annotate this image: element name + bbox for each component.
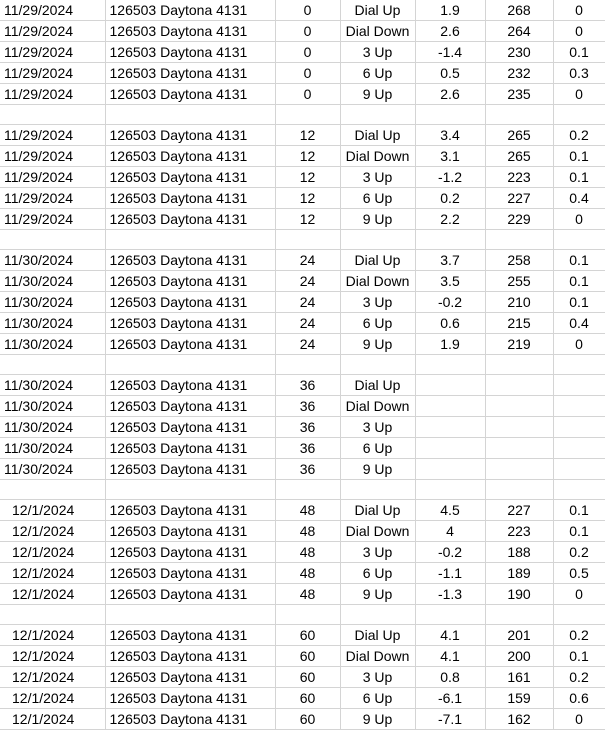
cell-beat-error[interactable]: 0 [553,334,605,355]
cell-date[interactable]: 12/1/2024 [0,625,105,646]
cell-amplitude[interactable]: 215 [485,313,553,334]
cell-position[interactable]: Dial Down [340,396,415,417]
cell-beat-error[interactable] [553,105,605,125]
cell-beat-error[interactable] [553,355,605,375]
cell-model[interactable]: 126503 Daytona 4131 [105,334,275,355]
cell-rate[interactable]: -6.1 [415,688,485,709]
cell-date[interactable]: 12/1/2024 [0,667,105,688]
cell-beat-error[interactable]: 0 [553,0,605,21]
table-row [0,459,605,480]
cell-rate[interactable]: -1.4 [415,42,485,63]
cell-amplitude[interactable]: 265 [485,125,553,146]
cell-position[interactable]: 9 Up [340,459,415,480]
cell-beat-error[interactable]: 0.1 [553,292,605,313]
table-row [0,63,605,84]
table-row [0,42,605,63]
cell-position[interactable]: 9 Up [340,709,415,730]
cell-hours[interactable]: 48 [275,500,340,521]
cell-hours[interactable] [275,480,340,500]
table-row [0,84,605,105]
table-row [0,250,605,271]
cell-beat-error[interactable]: 0.3 [553,63,605,84]
table-row [0,521,605,542]
cell-amplitude[interactable]: 200 [485,646,553,667]
cell-model[interactable]: 126503 Daytona 4131 [105,63,275,84]
cell-model[interactable]: 126503 Daytona 4131 [105,42,275,63]
cell-beat-error[interactable] [553,605,605,625]
cell-position[interactable]: 6 Up [340,438,415,459]
cell-rate[interactable]: -1.3 [415,584,485,605]
cell-date[interactable] [0,105,105,125]
table-row [0,646,605,667]
cell-hours[interactable]: 12 [275,167,340,188]
cell-beat-error[interactable]: 0.1 [553,146,605,167]
cell-rate[interactable]: -0.2 [415,292,485,313]
cell-rate[interactable]: 4.5 [415,500,485,521]
cell-amplitude[interactable] [485,375,553,396]
cell-beat-error[interactable]: 0.1 [553,250,605,271]
cell-beat-error[interactable]: 0.5 [553,563,605,584]
cell-rate[interactable]: 3.7 [415,250,485,271]
cell-amplitude[interactable]: 219 [485,334,553,355]
table-row [0,500,605,521]
cell-position[interactable]: 9 Up [340,84,415,105]
cell-position[interactable]: Dial Up [340,500,415,521]
cell-beat-error[interactable] [553,417,605,438]
cell-beat-error[interactable]: 0.4 [553,188,605,209]
cell-hours[interactable]: 60 [275,625,340,646]
cell-hours[interactable]: 36 [275,375,340,396]
cell-model[interactable] [105,355,275,375]
table-row [0,188,605,209]
table-row [0,688,605,709]
cell-rate[interactable] [415,105,485,125]
cell-position[interactable]: Dial Up [340,0,415,21]
cell-beat-error[interactable]: 0.2 [553,125,605,146]
cell-beat-error[interactable]: 0.1 [553,271,605,292]
table-row [0,396,605,417]
cell-hours[interactable]: 0 [275,84,340,105]
cell-hours[interactable]: 0 [275,21,340,42]
table-row [0,417,605,438]
table-row [0,563,605,584]
cell-rate[interactable] [415,480,485,500]
cell-model[interactable]: 126503 Daytona 4131 [105,146,275,167]
cell-model[interactable]: 126503 Daytona 4131 [105,438,275,459]
cell-beat-error[interactable]: 0 [553,709,605,730]
cell-model[interactable]: 126503 Daytona 4131 [105,0,275,21]
spacer-row [0,105,605,125]
cell-amplitude[interactable]: 201 [485,625,553,646]
cell-amplitude[interactable]: 258 [485,250,553,271]
spacer-row [0,230,605,250]
cell-beat-error[interactable]: 0.4 [553,313,605,334]
spacer-row [0,480,605,500]
cell-rate[interactable]: 3.5 [415,271,485,292]
cell-rate[interactable]: 3.4 [415,125,485,146]
cell-hours[interactable]: 48 [275,563,340,584]
cell-rate[interactable]: 0.5 [415,63,485,84]
cell-position[interactable]: Dial Down [340,521,415,542]
cell-date[interactable]: 11/29/2024 [0,167,105,188]
cell-amplitude[interactable] [485,355,553,375]
table-row [0,709,605,730]
cell-date[interactable]: 11/30/2024 [0,271,105,292]
cell-date[interactable]: 11/29/2024 [0,63,105,84]
cell-beat-error[interactable]: 0 [553,209,605,230]
cell-rate[interactable]: 3.1 [415,146,485,167]
cell-beat-error[interactable]: 0.1 [553,521,605,542]
table-row [0,125,605,146]
cell-beat-error[interactable] [553,230,605,250]
cell-hours[interactable]: 12 [275,188,340,209]
cell-beat-error[interactable]: 0.1 [553,42,605,63]
cell-date[interactable] [0,480,105,500]
cell-hours[interactable]: 48 [275,584,340,605]
table-row [0,584,605,605]
cell-hours[interactable]: 60 [275,688,340,709]
cell-beat-error[interactable]: 0.1 [553,646,605,667]
cell-amplitude[interactable] [485,396,553,417]
cell-rate[interactable]: 2.6 [415,84,485,105]
cell-position[interactable]: 6 Up [340,563,415,584]
cell-position[interactable]: Dial Down [340,271,415,292]
cell-amplitude[interactable] [485,480,553,500]
cell-beat-error[interactable]: 0.2 [553,542,605,563]
cell-date[interactable]: 11/29/2024 [0,0,105,21]
cell-amplitude[interactable]: 161 [485,667,553,688]
cell-model[interactable]: 126503 Daytona 4131 [105,459,275,480]
cell-rate[interactable] [415,438,485,459]
cell-beat-error[interactable]: 0.1 [553,167,605,188]
cell-model[interactable]: 126503 Daytona 4131 [105,125,275,146]
cell-rate[interactable]: 2.6 [415,21,485,42]
cell-date[interactable]: 12/1/2024 [0,500,105,521]
cell-position[interactable] [340,605,415,625]
cell-model[interactable]: 126503 Daytona 4131 [105,417,275,438]
table-row [0,542,605,563]
cell-rate[interactable] [415,396,485,417]
cell-hours[interactable] [275,605,340,625]
cell-hours[interactable]: 12 [275,209,340,230]
cell-hours[interactable]: 60 [275,667,340,688]
cell-amplitude[interactable]: 255 [485,271,553,292]
cell-beat-error[interactable] [553,438,605,459]
cell-position[interactable] [340,355,415,375]
cell-position[interactable]: Dial Up [340,625,415,646]
cell-rate[interactable] [415,230,485,250]
cell-position[interactable]: 3 Up [340,292,415,313]
cell-amplitude[interactable]: 223 [485,167,553,188]
cell-date[interactable]: 12/1/2024 [0,542,105,563]
table-row [0,438,605,459]
cell-hours[interactable]: 36 [275,396,340,417]
cell-rate[interactable] [415,459,485,480]
cell-beat-error[interactable]: 0.6 [553,688,605,709]
cell-hours[interactable]: 12 [275,125,340,146]
cell-date[interactable]: 11/29/2024 [0,125,105,146]
cell-position[interactable]: 3 Up [340,42,415,63]
cell-position[interactable]: 3 Up [340,542,415,563]
cell-date[interactable]: 12/1/2024 [0,584,105,605]
cell-rate[interactable] [415,355,485,375]
cell-date[interactable]: 11/30/2024 [0,396,105,417]
cell-model[interactable]: 126503 Daytona 4131 [105,500,275,521]
cell-hours[interactable]: 24 [275,271,340,292]
cell-date[interactable]: 12/1/2024 [0,563,105,584]
cell-date[interactable]: 11/30/2024 [0,313,105,334]
cell-model[interactable] [105,605,275,625]
cell-hours[interactable]: 36 [275,459,340,480]
cell-rate[interactable]: 4.1 [415,625,485,646]
cell-amplitude[interactable] [485,438,553,459]
cell-amplitude[interactable]: 190 [485,584,553,605]
cell-rate[interactable]: 1.9 [415,0,485,21]
cell-beat-error[interactable]: 0 [553,84,605,105]
cell-model[interactable]: 126503 Daytona 4131 [105,563,275,584]
cell-rate[interactable]: -7.1 [415,709,485,730]
cell-position[interactable]: 3 Up [340,667,415,688]
cell-amplitude[interactable]: 162 [485,709,553,730]
cell-hours[interactable]: 36 [275,438,340,459]
cell-hours[interactable]: 0 [275,63,340,84]
cell-amplitude[interactable] [485,230,553,250]
cell-beat-error[interactable]: 0 [553,584,605,605]
cell-position[interactable] [340,105,415,125]
cell-date[interactable]: 11/30/2024 [0,250,105,271]
cell-rate[interactable]: 4 [415,521,485,542]
cell-amplitude[interactable] [485,605,553,625]
cell-date[interactable]: 11/30/2024 [0,375,105,396]
cell-model[interactable]: 126503 Daytona 4131 [105,250,275,271]
cell-position[interactable]: 6 Up [340,188,415,209]
cell-hours[interactable]: 0 [275,0,340,21]
cell-position[interactable]: 6 Up [340,313,415,334]
cell-model[interactable] [105,480,275,500]
cell-model[interactable]: 126503 Daytona 4131 [105,209,275,230]
cell-rate[interactable] [415,605,485,625]
cell-position[interactable] [340,480,415,500]
cell-beat-error[interactable]: 0.1 [553,500,605,521]
cell-position[interactable]: Dial Up [340,375,415,396]
cell-amplitude[interactable] [485,105,553,125]
cell-model[interactable] [105,105,275,125]
cell-date[interactable] [0,605,105,625]
cell-model[interactable]: 126503 Daytona 4131 [105,271,275,292]
table-row [0,21,605,42]
cell-amplitude[interactable]: 227 [485,188,553,209]
cell-position[interactable]: Dial Down [340,646,415,667]
table-row [0,209,605,230]
cell-position[interactable]: Dial Down [340,21,415,42]
cell-position[interactable]: Dial Up [340,250,415,271]
cell-hours[interactable]: 24 [275,292,340,313]
cell-amplitude[interactable]: 227 [485,500,553,521]
spacer-row [0,355,605,375]
cell-hours[interactable]: 0 [275,42,340,63]
cell-amplitude[interactable]: 265 [485,146,553,167]
cell-rate[interactable]: 0.2 [415,188,485,209]
cell-beat-error[interactable] [553,459,605,480]
cell-model[interactable]: 126503 Daytona 4131 [105,21,275,42]
cell-beat-error[interactable] [553,480,605,500]
cell-position[interactable]: 6 Up [340,688,415,709]
cell-amplitude[interactable]: 268 [485,0,553,21]
table-row [0,146,605,167]
cell-position[interactable]: 9 Up [340,209,415,230]
cell-model[interactable]: 126503 Daytona 4131 [105,396,275,417]
cell-date[interactable]: 12/1/2024 [0,688,105,709]
cell-date[interactable]: 11/30/2024 [0,438,105,459]
cell-amplitude[interactable]: 232 [485,63,553,84]
cell-date[interactable]: 12/1/2024 [0,521,105,542]
table-row [0,625,605,646]
cell-model[interactable]: 126503 Daytona 4131 [105,584,275,605]
cell-model[interactable]: 126503 Daytona 4131 [105,709,275,730]
cell-date[interactable]: 11/30/2024 [0,292,105,313]
cell-rate[interactable]: 4.1 [415,646,485,667]
cell-beat-error[interactable] [553,396,605,417]
table-row [0,271,605,292]
cell-date[interactable]: 11/29/2024 [0,42,105,63]
cell-hours[interactable]: 60 [275,646,340,667]
cell-hours[interactable]: 48 [275,521,340,542]
cell-model[interactable]: 126503 Daytona 4131 [105,84,275,105]
cell-amplitude[interactable] [485,417,553,438]
cell-model[interactable]: 126503 Daytona 4131 [105,188,275,209]
cell-model[interactable]: 126503 Daytona 4131 [105,375,275,396]
cell-date[interactable]: 11/29/2024 [0,146,105,167]
cell-position[interactable]: 3 Up [340,417,415,438]
cell-date[interactable]: 11/30/2024 [0,417,105,438]
cell-date[interactable]: 12/1/2024 [0,646,105,667]
cell-hours[interactable] [275,355,340,375]
cell-amplitude[interactable]: 159 [485,688,553,709]
cell-rate[interactable] [415,417,485,438]
table-row [0,167,605,188]
cell-date[interactable]: 11/30/2024 [0,334,105,355]
cell-model[interactable]: 126503 Daytona 4131 [105,625,275,646]
table-row [0,292,605,313]
cell-rate[interactable] [415,375,485,396]
cell-model[interactable]: 126503 Daytona 4131 [105,646,275,667]
cell-position[interactable]: Dial Up [340,125,415,146]
cell-hours[interactable] [275,230,340,250]
cell-rate[interactable]: -1.1 [415,563,485,584]
table-row [0,313,605,334]
cell-rate[interactable]: -1.2 [415,167,485,188]
cell-amplitude[interactable]: 230 [485,42,553,63]
cell-position[interactable] [340,230,415,250]
table-row [0,375,605,396]
table-row [0,0,605,21]
cell-amplitude[interactable]: 188 [485,542,553,563]
cell-hours[interactable]: 36 [275,417,340,438]
cell-amplitude[interactable]: 223 [485,521,553,542]
cell-date[interactable] [0,230,105,250]
cell-amplitude[interactable]: 229 [485,209,553,230]
cell-amplitude[interactable] [485,459,553,480]
cell-rate[interactable]: 1.9 [415,334,485,355]
table-row [0,334,605,355]
cell-hours[interactable]: 24 [275,250,340,271]
cell-amplitude[interactable]: 210 [485,292,553,313]
cell-rate[interactable]: -0.2 [415,542,485,563]
cell-amplitude[interactable]: 264 [485,21,553,42]
cell-model[interactable]: 126503 Daytona 4131 [105,521,275,542]
cell-date[interactable] [0,355,105,375]
cell-date[interactable]: 11/29/2024 [0,188,105,209]
cell-model[interactable]: 126503 Daytona 4131 [105,313,275,334]
cell-hours[interactable]: 24 [275,313,340,334]
cell-model[interactable] [105,230,275,250]
cell-position[interactable]: 9 Up [340,334,415,355]
cell-beat-error[interactable]: 0.2 [553,625,605,646]
cell-model[interactable]: 126503 Daytona 4131 [105,542,275,563]
cell-hours[interactable]: 12 [275,146,340,167]
cell-hours[interactable]: 60 [275,709,340,730]
cell-date[interactable]: 11/29/2024 [0,21,105,42]
cell-position[interactable]: 9 Up [340,584,415,605]
cell-model[interactable]: 126503 Daytona 4131 [105,167,275,188]
cell-rate[interactable]: 0.8 [415,667,485,688]
spacer-row [0,605,605,625]
cell-model[interactable]: 126503 Daytona 4131 [105,688,275,709]
cell-beat-error[interactable]: 0.2 [553,667,605,688]
cell-rate[interactable]: 2.2 [415,209,485,230]
cell-date[interactable]: 11/29/2024 [0,209,105,230]
cell-date[interactable]: 12/1/2024 [0,709,105,730]
cell-date[interactable]: 11/29/2024 [0,84,105,105]
cell-amplitude[interactable]: 235 [485,84,553,105]
cell-model[interactable]: 126503 Daytona 4131 [105,292,275,313]
cell-position[interactable]: Dial Down [340,146,415,167]
cell-amplitude[interactable]: 189 [485,563,553,584]
table-row [0,667,605,688]
cell-date[interactable]: 11/30/2024 [0,459,105,480]
cell-position[interactable]: 3 Up [340,167,415,188]
cell-beat-error[interactable] [553,375,605,396]
cell-beat-error[interactable]: 0 [553,21,605,42]
cell-hours[interactable]: 24 [275,334,340,355]
cell-rate[interactable]: 0.6 [415,313,485,334]
cell-hours[interactable] [275,105,340,125]
cell-hours[interactable]: 48 [275,542,340,563]
cell-position[interactable]: 6 Up [340,63,415,84]
cell-model[interactable]: 126503 Daytona 4131 [105,667,275,688]
